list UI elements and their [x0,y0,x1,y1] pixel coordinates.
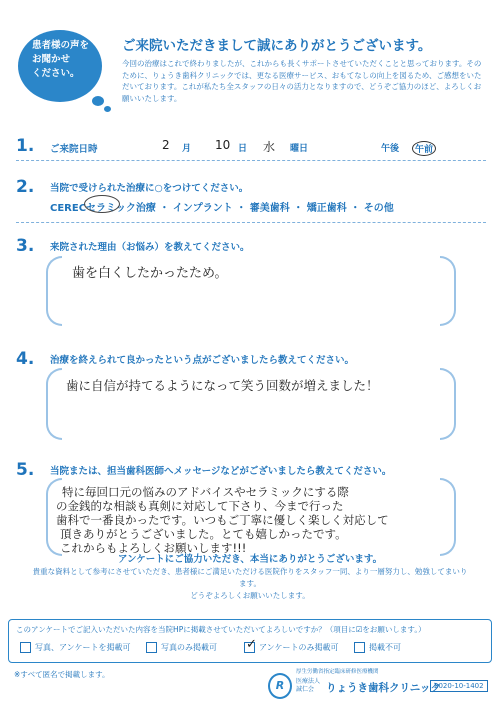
clinic-designation: 厚生労働省指定臨床研修医療機関 [296,669,379,675]
q1-label: ご来院日時 [50,144,98,155]
q3-bracket-left [46,256,62,326]
q2-circle-mark [84,195,120,213]
checkbox[interactable] [146,642,157,653]
thanks-body-line-1: 貴重な資料として参考にさせていただき、患者様にご満足いただける医院作りをスタッフ一同、より一層努力し、勉強してまいります。 [32,567,468,588]
checkbox[interactable] [354,642,365,653]
clinic-name: りょうき歯科クリニック [326,682,441,694]
q3-label: 来院された理由（お悩み）を教えてください。 [50,242,250,253]
anonymous-footnote: ※すべて匿名で掲載します。 [14,670,110,679]
divider-2 [16,222,486,223]
q2-number: 2. [16,177,35,197]
option-label: アンケートのみ掲載可 [259,643,339,652]
q1-pm: 午後 [381,144,400,154]
intro-bubble [18,30,102,102]
q5-answer-line: これからもよろしくお願いします!!! [60,541,247,555]
bubble-line-1: 患者様の声を [32,40,90,51]
q1-month-value: 2 [162,138,170,152]
q1-day-unit: 日 [238,144,248,154]
consent-option-photo-and-survey[interactable] [20,642,131,653]
divider-1 [16,160,486,161]
q5-answer-line: 特に毎回口元の悩みのアドバイスやセラミックにする際 [62,485,349,499]
page-title: ご来院いただきまして誠にありがとうございます。 [122,38,432,54]
checkbox-checked[interactable] [244,637,257,653]
intro-text: 今回の治療はこれで終わりましたが、これからも長くサポートさせていただくことと思っております。そのために、りょうき歯科クリニックでは、更なる医療サービス、おもてなしの向上を図るため、ご感想をいただいております。これが私たち全スタッフの日々の活力となりますので、どうぞご協力のほど、よろしくお願いいたします。 [122,59,482,103]
option-label: 写真、アンケートを掲載可 [35,643,131,652]
q5-number: 5. [16,460,35,480]
document-code: 2020-10-1402 [430,680,488,692]
q2-treatment-options: CERECセラミック治療 ・ インプラント ・ 審美歯科 ・ 矯正歯科 ・ その他 [50,203,394,214]
bubble-line-2: お聞かせ [32,54,71,65]
q5-answer-line: の金銭的な相談も真剣に対応して下さり、今まで行った [56,499,344,513]
thanks-body [30,566,470,602]
consent-option-no-publish[interactable] [354,642,401,653]
q1-am-circled: 午前 [412,141,436,156]
q4-answer: 歯に自信が持てるようになって笑う回数が増えました！ [66,378,379,393]
option-label: 写真のみ掲載可 [161,643,217,652]
clinic-logo-icon: R [268,673,292,699]
corp-line-2: 誠仁会 [296,686,315,693]
clinic-corporation [296,678,320,694]
corp-line-1: 医療法人 [296,678,321,685]
option-label: 掲載不可 [369,643,401,652]
consent-option-photo-only[interactable] [146,642,217,653]
q4-number: 4. [16,349,35,369]
check-mark-icon: ✓ [246,637,257,652]
checkbox[interactable] [20,642,31,653]
q2-label: 当院で受けられた治療に○をつけてください。 [50,183,249,194]
q1-day-value: 10 [215,138,231,152]
consent-question: このアンケートでご記入いただいた内容を当院HPに掲載させていただいてよろしいですか？（項目に☑をお願いします。） [16,625,426,634]
bubble-tail [92,96,104,106]
q3-number: 3. [16,236,35,256]
bubble-line-3: ください。 [32,68,80,79]
bubble-tail-small [104,106,111,112]
q4-bracket-left [46,368,62,440]
thanks-title: アンケートにご協力いただき、本当にありがとうございます。 [117,554,383,565]
q5-answer-line: 歯科で一番良かったです。いつもご丁寧に優しく楽しく対応して [56,513,389,527]
q1-number: 1. [16,136,35,156]
q1-month-unit: 月 [182,144,192,154]
thanks-body-line-2: どうぞよろしくお願いいたします。 [190,591,310,600]
q3-bracket-right [440,256,456,326]
q5-bracket-right [440,478,456,556]
q1-weekday-unit: 曜日 [290,144,309,154]
consent-option-survey-only[interactable] [244,637,339,653]
q1-weekday-value: 水 [263,140,276,154]
q3-answer: 歯を白くしたかったため。 [72,266,228,281]
q5-answer-line: 頂きありがとうございました。とても嬉しかったです。 [60,527,347,541]
q5-label: 当院または、担当歯科医師へメッセージなどがございましたら教えてください。 [50,466,392,477]
q4-bracket-right [440,368,456,440]
q4-label: 治療を終えられて良かったという点がございましたら教えてください。 [50,355,355,366]
